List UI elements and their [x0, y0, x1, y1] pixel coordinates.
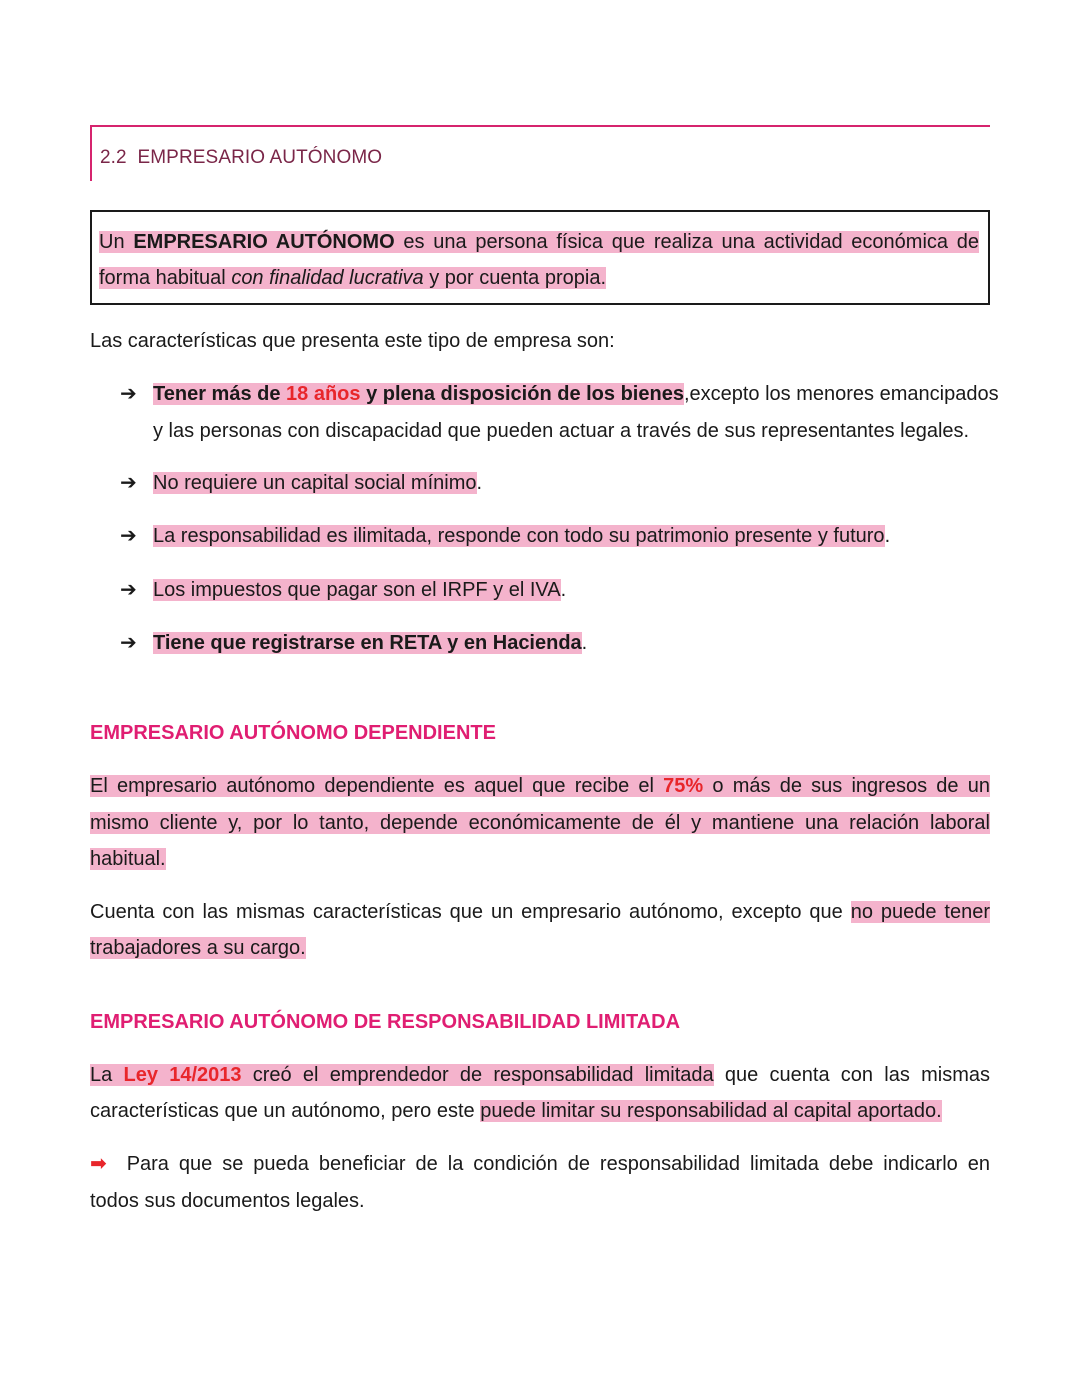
note-text: Para que se pueda beneficiar de la condición de responsabilidad limitada debe indicarlo en	[126, 1153, 990, 1175]
list-item	[120, 625, 990, 661]
paragraph-highlight: no puede tener	[850, 901, 991, 923]
definition-text: es una persona física que realiza una actividad económica de	[403, 231, 979, 253]
bullet-text: Los impuestos que pagar son el IRPF y el IVA	[153, 579, 561, 601]
bullet-line	[153, 625, 587, 661]
definition-text: y por cuenta propia.	[429, 267, 606, 289]
arrow-right-icon: ➔	[120, 579, 137, 601]
definition-italic: con finalidad lucrativa	[231, 267, 424, 289]
section-number: 2.2	[100, 147, 127, 168]
paragraph-text: Cuenta con las mismas características que un empresario autónomo, excepto que	[90, 901, 843, 923]
bullet-period: .	[560, 579, 567, 601]
arrow-right-icon: ➔	[120, 383, 137, 405]
paragraph-text: creó el emprendedor de responsabilidad limitada	[252, 1064, 714, 1086]
list-item	[120, 518, 990, 554]
bullet-line: y las personas con discapacidad que pueden actuar a través de sus representantes legales.	[153, 420, 970, 442]
section-header	[90, 125, 990, 181]
section-title-text: EMPRESARIO AUTÓNOMO	[137, 147, 383, 168]
bullet-period: .	[884, 525, 891, 547]
note-line: todos sus documentos legales.	[90, 1190, 365, 1212]
definition-text: Un	[99, 231, 125, 253]
paragraph-text: La	[90, 1064, 113, 1086]
bullet-period: .	[581, 632, 588, 654]
section-title	[100, 147, 382, 169]
definition-line-2	[99, 260, 979, 296]
list-item	[120, 465, 990, 501]
paragraph-line	[90, 894, 990, 930]
paragraph-text: características que un autónomo, pero este	[90, 1100, 475, 1122]
bullet-text: ,excepto los menores emancipados	[683, 383, 999, 405]
definition-box	[90, 210, 990, 305]
bullet-period: .	[476, 472, 483, 494]
paragraph-line	[90, 930, 990, 966]
paragraph-line	[90, 1093, 990, 1129]
paragraph-highlight: trabajadores a su cargo.	[90, 937, 306, 959]
arrow-right-icon: ➔	[120, 525, 137, 547]
bullet-bold: Tener más de	[153, 383, 281, 405]
paragraph-text: mismo cliente y, por lo tanto, depende económicamente de él y mantiene una relación laboral	[90, 812, 990, 834]
red-arrow-icon: ➡	[90, 1153, 107, 1175]
arrow-right-icon: ➔	[120, 632, 137, 654]
bullet-line	[153, 465, 482, 501]
arrow-right-icon: ➔	[120, 472, 137, 494]
bullet-line	[153, 572, 566, 608]
paragraph-text: habitual.	[90, 848, 166, 870]
paragraph-line	[90, 1057, 990, 1093]
definition-line-1	[99, 224, 979, 260]
bullet-line	[153, 518, 890, 554]
paragraph-text: o más de sus ingresos de un	[712, 775, 990, 797]
bullet-text: La responsabilidad es ilimitada, responde con todo su patrimonio presente y futuro	[153, 525, 885, 547]
subheading-dependiente: EMPRESARIO AUTÓNOMO DEPENDIENTE	[90, 722, 496, 744]
intro-paragraph: Las características que presenta este tipo de empresa son:	[90, 330, 615, 352]
paragraph-line	[90, 768, 990, 804]
note-line	[90, 1146, 990, 1182]
list-item	[120, 376, 999, 448]
paragraph-line	[90, 805, 990, 841]
percentage-value: 75%	[663, 775, 704, 797]
paragraph-line	[90, 841, 990, 877]
paragraph-highlight: puede limitar su responsabilidad al capital aportado.	[480, 1100, 942, 1122]
law-reference: Ley 14/2013	[123, 1064, 242, 1086]
definition-term: EMPRESARIO AUTÓNOMO	[133, 231, 395, 253]
paragraph-text: El empresario autónomo dependiente es aquel que recibe el	[90, 775, 654, 797]
subheading-limitada: EMPRESARIO AUTÓNOMO DE RESPONSABILIDAD LIMITADA	[90, 1011, 681, 1033]
list-item	[120, 572, 990, 608]
bullet-line	[153, 376, 999, 412]
paragraph-text: que cuenta con las mismas	[724, 1064, 990, 1086]
bullet-text: No requiere un capital social mínimo	[153, 472, 477, 494]
bullet-bold: Tiene que registrarse en RETA y en Hacienda	[153, 632, 582, 654]
definition-text: forma habitual	[99, 267, 226, 289]
bullet-bold: y plena disposición de los bienes	[366, 383, 684, 405]
bullet-red: 18 años	[286, 383, 361, 405]
